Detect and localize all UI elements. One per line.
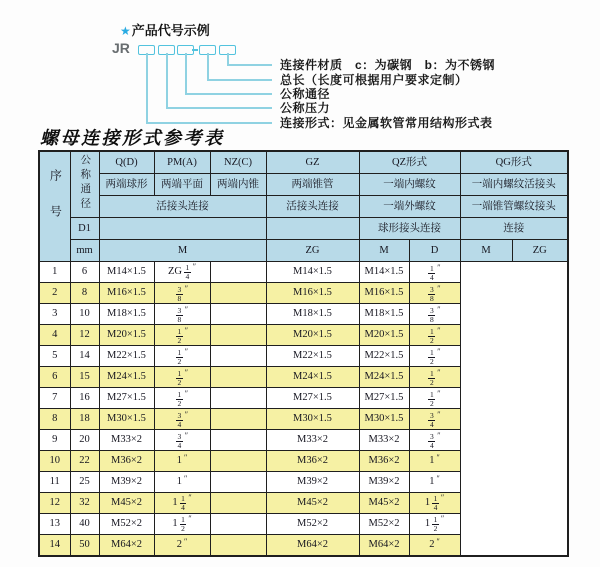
table-cell: M45×2	[99, 493, 154, 514]
leader-line-vertical	[166, 53, 168, 108]
header-connection: 连接	[460, 218, 568, 240]
table-row	[39, 388, 568, 409]
product-code-prefix: JR	[112, 40, 130, 56]
table-cell	[210, 283, 266, 304]
leader-line-horizontal	[166, 107, 272, 109]
table-cell: 1 2 ″	[409, 388, 460, 409]
header-desc-nz: 两端内锥	[210, 174, 266, 196]
table-cell	[210, 388, 266, 409]
header-qg-taper-thread: 一端锥管螺纹接头	[460, 196, 568, 218]
header-empty-2	[266, 218, 359, 240]
diagram-label: 公称通径	[280, 87, 331, 101]
table-cell: M52×2	[99, 514, 154, 535]
header-union-joint-gz: 活接头连接	[266, 196, 359, 218]
diagram-label: 连接形式：见金属软管常用结构形式表	[280, 116, 493, 130]
table-cell: 3 8 ″	[409, 283, 460, 304]
header-qz-outer-thread: 一端外螺纹	[359, 196, 460, 218]
header-col-gz: GZ	[266, 151, 359, 174]
table-row	[39, 493, 568, 514]
table-cell: M24×1.5	[266, 367, 359, 388]
leader-line-vertical	[185, 53, 187, 94]
diagram-label: 总长（长度可根据用户要求定制）	[280, 73, 468, 87]
table-cell: M36×2	[99, 451, 154, 472]
header-desc-q: 两端球形	[99, 174, 154, 196]
table-cell: M36×2	[359, 451, 409, 472]
table-cell: 1 2 ″	[154, 346, 210, 367]
table-cell: M16×1.5	[359, 283, 409, 304]
table-cell: 1 ″	[154, 472, 210, 493]
header-desc-pm: 两端平面	[154, 174, 210, 196]
table-cell: M20×1.5	[266, 325, 359, 346]
table-cell: 1 2 ″	[154, 325, 210, 346]
header-dn: 公称通径	[70, 151, 99, 218]
table-cell: M64×2	[359, 535, 409, 557]
table-cell	[210, 472, 266, 493]
header-col-qz: QZ形式	[359, 151, 460, 174]
table-cell: 3 8 ″	[154, 304, 210, 325]
table-cell: M27×1.5	[266, 388, 359, 409]
table-cell	[210, 535, 266, 557]
header-col-qg: QG形式	[460, 151, 568, 174]
table-cell: M45×2	[266, 493, 359, 514]
table-cell: 6	[70, 262, 99, 283]
header-union-joint: 活接头连接	[99, 196, 266, 218]
table-cell: M16×1.5	[266, 283, 359, 304]
table-cell: M16×1.5	[99, 283, 154, 304]
table-cell: 16	[70, 388, 99, 409]
header-row-5	[39, 240, 568, 262]
table-cell: 1 2 ″	[154, 367, 210, 388]
code-dash	[192, 49, 198, 51]
table-cell: 10	[70, 304, 99, 325]
table-row	[39, 325, 568, 346]
table-cell: 1 2 ″	[154, 388, 210, 409]
table-cell: M14×1.5	[359, 262, 409, 283]
header-empty-1	[99, 218, 266, 240]
table-cell: 11	[39, 472, 70, 493]
leader-line-horizontal	[207, 79, 272, 81]
table-cell: M20×1.5	[99, 325, 154, 346]
table-cell: 14	[70, 346, 99, 367]
table-cell	[210, 262, 266, 283]
table-cell: ZG 1 4 ″	[154, 262, 210, 283]
table-cell: M30×1.5	[359, 409, 409, 430]
table-cell: 14	[39, 535, 70, 557]
table-cell	[210, 514, 266, 535]
table-cell: 1 1 4 ″	[409, 493, 460, 514]
table-cell: M20×1.5	[359, 325, 409, 346]
table-cell: 2	[39, 283, 70, 304]
header-unit-zg: ZG	[266, 240, 359, 262]
table-cell: 20	[70, 430, 99, 451]
table-row	[39, 451, 568, 472]
table-cell	[210, 409, 266, 430]
header-unit-qz-d: D	[409, 240, 460, 262]
table-body	[39, 262, 568, 557]
header-unit-qg-m: M	[460, 240, 512, 262]
table-cell: 1 ″	[409, 472, 460, 493]
page-title: 螺母连接形式参考表	[40, 128, 225, 149]
header-unit-m: M	[99, 240, 266, 262]
diagram-label: 连接件材质 c：为碳钢 b：为不锈钢	[280, 58, 496, 72]
diagram-title	[120, 20, 210, 39]
table-cell	[210, 325, 266, 346]
table-cell: 15	[70, 367, 99, 388]
table-cell: 3 4 ″	[154, 409, 210, 430]
header-unit-qz-m: M	[359, 240, 409, 262]
table-cell: 3 4 ″	[409, 409, 460, 430]
header-row-2	[39, 174, 568, 196]
table-cell: M18×1.5	[359, 304, 409, 325]
table-cell: 1 1 2 ″	[409, 514, 460, 535]
table-cell: 1 2 ″	[409, 346, 460, 367]
table-cell: M18×1.5	[99, 304, 154, 325]
header-seq: 序号	[39, 151, 70, 262]
table-cell: 7	[39, 388, 70, 409]
table-cell: 22	[70, 451, 99, 472]
table-cell: M39×2	[99, 472, 154, 493]
table-cell: M39×2	[266, 472, 359, 493]
table-cell: 50	[70, 535, 99, 557]
table-cell: M30×1.5	[266, 409, 359, 430]
table-cell: 2 ″	[409, 535, 460, 557]
table-cell: M14×1.5	[266, 262, 359, 283]
table-cell: 6	[39, 367, 70, 388]
table-cell: 1	[39, 262, 70, 283]
table-cell: 3 4 ″	[409, 430, 460, 451]
header-desc-qg: 一端内螺纹活接头	[460, 174, 568, 196]
leader-line-horizontal	[227, 64, 272, 66]
table-cell: 18	[70, 409, 99, 430]
table-row	[39, 367, 568, 388]
header-row-4	[39, 218, 568, 240]
table-cell: M14×1.5	[99, 262, 154, 283]
table-header	[39, 151, 568, 262]
table-cell: M52×2	[266, 514, 359, 535]
table-cell	[210, 367, 266, 388]
table-cell	[210, 346, 266, 367]
table-cell: M27×1.5	[359, 388, 409, 409]
table-cell: M18×1.5	[266, 304, 359, 325]
table-cell: 3 8 ″	[409, 304, 460, 325]
table-cell	[210, 451, 266, 472]
table-cell	[210, 304, 266, 325]
header-row-1	[39, 151, 568, 174]
table-cell	[210, 430, 266, 451]
table-cell: M22×1.5	[359, 346, 409, 367]
table-cell: M22×1.5	[266, 346, 359, 367]
table-cell: 1 4 ″	[409, 262, 460, 283]
header-d1: D1	[70, 218, 99, 240]
table-cell: 8	[39, 409, 70, 430]
leader-line-vertical	[146, 53, 148, 123]
table-cell: M30×1.5	[99, 409, 154, 430]
table-cell: 25	[70, 472, 99, 493]
table-cell: 1 ″	[409, 451, 460, 472]
table-cell: M64×2	[266, 535, 359, 557]
table-cell: M39×2	[359, 472, 409, 493]
star-icon: ★	[120, 24, 131, 38]
leader-line-vertical	[207, 53, 209, 80]
table-cell: 8	[70, 283, 99, 304]
table-cell: M52×2	[359, 514, 409, 535]
table-cell: 40	[70, 514, 99, 535]
table-cell: 3 8 ″	[154, 283, 210, 304]
table-cell	[210, 493, 266, 514]
diagram-label: 公称压力	[280, 101, 331, 115]
table-cell: 1 2 ″	[409, 325, 460, 346]
table-cell: M64×2	[99, 535, 154, 557]
table-cell: M22×1.5	[99, 346, 154, 367]
table-cell: 9	[39, 430, 70, 451]
table-cell: 12	[70, 325, 99, 346]
table-row	[39, 472, 568, 493]
table-cell: M33×2	[359, 430, 409, 451]
header-desc-qz: 一端内螺纹	[359, 174, 460, 196]
table-cell: 3	[39, 304, 70, 325]
table-row	[39, 346, 568, 367]
table-cell: M36×2	[266, 451, 359, 472]
table-cell: 1 ″	[154, 451, 210, 472]
table-cell: 4	[39, 325, 70, 346]
table-cell: 32	[70, 493, 99, 514]
table-row	[39, 304, 568, 325]
table-cell: M27×1.5	[99, 388, 154, 409]
table-cell: M24×1.5	[99, 367, 154, 388]
table-row	[39, 262, 568, 283]
table-cell: 13	[39, 514, 70, 535]
header-ball-joint: 球形接头连接	[359, 218, 460, 240]
header-col-q: Q(D)	[99, 151, 154, 174]
diagram-title-text: 产品代号示例	[131, 23, 210, 38]
table-row	[39, 409, 568, 430]
nut-connection-reference-table	[38, 150, 569, 557]
table-cell: 5	[39, 346, 70, 367]
table-cell: M33×2	[99, 430, 154, 451]
table-cell: 1 1 4 ″	[154, 493, 210, 514]
table-cell: M33×2	[266, 430, 359, 451]
table-cell: M24×1.5	[359, 367, 409, 388]
table-cell: 10	[39, 451, 70, 472]
table-cell: 1 2 ″	[409, 367, 460, 388]
header-row-3	[39, 196, 568, 218]
header-desc-gz: 两端锥管	[266, 174, 359, 196]
table-row	[39, 535, 568, 557]
table-cell: 12	[39, 493, 70, 514]
table-cell: 1 1 2 ″	[154, 514, 210, 535]
header-unit-qg-zg: ZG	[512, 240, 568, 262]
leader-line-horizontal	[185, 93, 272, 95]
table-row	[39, 283, 568, 304]
header-col-nz: NZ(C)	[210, 151, 266, 174]
header-mm: mm	[70, 240, 99, 262]
table-row	[39, 430, 568, 451]
header-col-pm: PM(A)	[154, 151, 210, 174]
table-cell: M45×2	[359, 493, 409, 514]
table-row	[39, 514, 568, 535]
table-cell: 2 ″	[154, 535, 210, 557]
table-cell: 3 4 ″	[154, 430, 210, 451]
